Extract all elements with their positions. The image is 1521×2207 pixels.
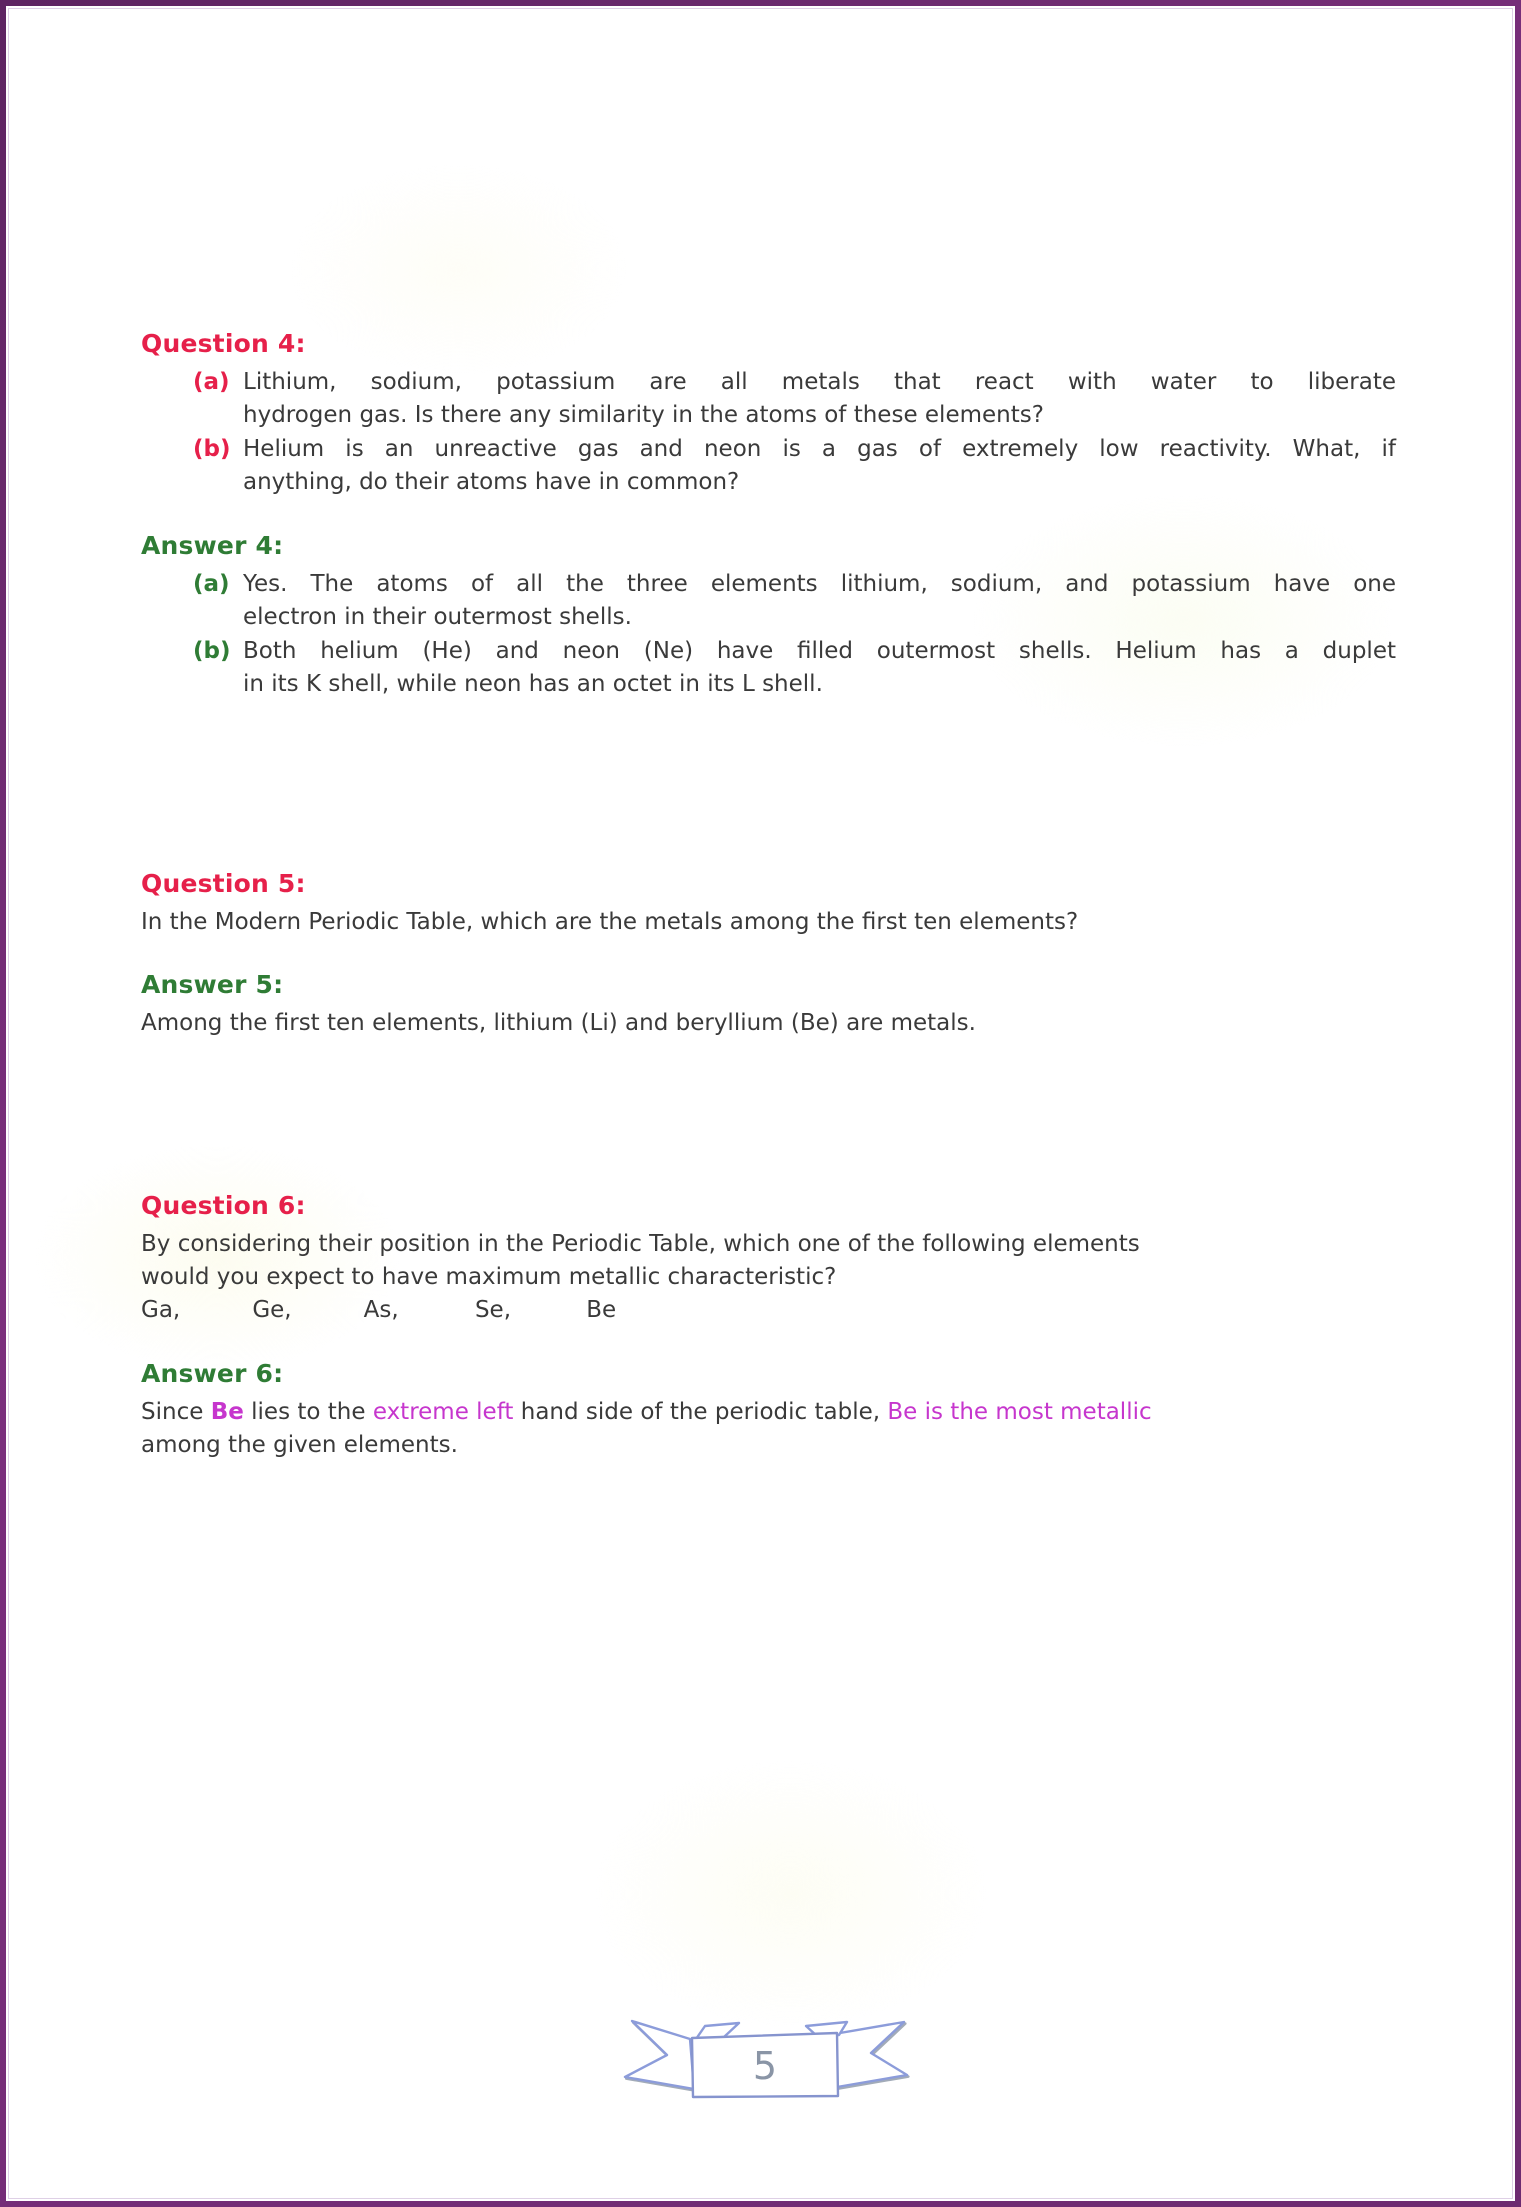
text-line: By considering their position in the Periodic Table, which one of the following elements bbox=[141, 1231, 1140, 1257]
item-label-a: (a) bbox=[193, 369, 230, 395]
element-option-se: Se, bbox=[474, 1297, 511, 1323]
highlighted-extreme-left: extreme left bbox=[372, 1399, 514, 1425]
text-line: electron in their outermost shells. bbox=[243, 604, 632, 630]
highlighted-most-metallic: Be is the most metallic bbox=[887, 1399, 1152, 1425]
element-option-ga: Ga, bbox=[141, 1297, 181, 1323]
text-segment: lies to the bbox=[243, 1399, 373, 1425]
question-4-item-b bbox=[141, 433, 1396, 499]
element-option-ge: Ge, bbox=[252, 1297, 292, 1323]
question-6-section bbox=[141, 1190, 1396, 1327]
item-label-b: (b) bbox=[193, 638, 231, 664]
text-line: hydrogen gas. Is there any similarity in the atoms of these elements? bbox=[243, 402, 1044, 428]
question-5-section bbox=[141, 868, 1396, 939]
answer-6-line-2: among the given elements. bbox=[141, 1432, 458, 1458]
element-option-as: As, bbox=[363, 1297, 399, 1323]
text-line: Both helium (He) and neon (Ne) have filled outermost shells. Helium has a duplet bbox=[243, 638, 1396, 664]
element-options-row bbox=[141, 1294, 1396, 1327]
answer-6-heading: Answer 6: bbox=[141, 1359, 284, 1388]
answer-4-item-a bbox=[141, 568, 1396, 634]
answer-5-heading: Answer 5: bbox=[141, 970, 284, 999]
text-line: anything, do their atoms have in common? bbox=[243, 469, 740, 495]
text-line: Lithium, sodium, potassium are all metals that react with water to liberate bbox=[243, 369, 1396, 395]
ribbon-icon bbox=[620, 2018, 912, 2110]
item-text bbox=[243, 635, 1396, 701]
question-4-section bbox=[141, 328, 1396, 499]
answer-6-line-1 bbox=[141, 1396, 1396, 1429]
question-4-heading: Question 4: bbox=[141, 329, 306, 358]
answer-5-text: Among the first ten elements, lithium (Li) and beryllium (Be) are metals. bbox=[141, 1010, 976, 1036]
question-5-text: In the Modern Periodic Table, which are the metals among the first ten elements? bbox=[141, 909, 1079, 935]
item-text bbox=[243, 366, 1396, 432]
answer-4-heading: Answer 4: bbox=[141, 531, 284, 560]
item-text bbox=[243, 433, 1396, 499]
highlighted-be: Be bbox=[210, 1399, 244, 1425]
question-5-heading: Question 5: bbox=[141, 869, 306, 898]
page-number: 5 bbox=[752, 2044, 778, 2088]
text-line: Helium is an unreactive gas and neon is a gas of extremely low reactivity. What, if bbox=[243, 436, 1396, 462]
text-segment: Since bbox=[141, 1399, 211, 1425]
text-segment: hand side of the periodic table, bbox=[513, 1399, 888, 1425]
answer-5-section bbox=[141, 969, 1396, 1040]
item-text bbox=[243, 568, 1396, 634]
element-option-be: Be bbox=[586, 1297, 617, 1323]
question-4-item-a bbox=[141, 366, 1396, 432]
text-line: Yes. The atoms of all the three elements lithium, sodium, and potassium have one bbox=[243, 571, 1396, 597]
text-line: in its K shell, while neon has an octet in its L shell. bbox=[243, 671, 823, 697]
item-label-b: (b) bbox=[193, 436, 231, 462]
answer-6-section bbox=[141, 1358, 1396, 1462]
answer-4-item-b bbox=[141, 635, 1396, 701]
question-6-heading: Question 6: bbox=[141, 1191, 306, 1220]
item-label-a: (a) bbox=[193, 571, 230, 597]
page-number-ribbon bbox=[620, 2018, 912, 2110]
text-line: would you expect to have maximum metallic characteristic? bbox=[141, 1264, 837, 1290]
answer-4-section bbox=[141, 530, 1396, 701]
